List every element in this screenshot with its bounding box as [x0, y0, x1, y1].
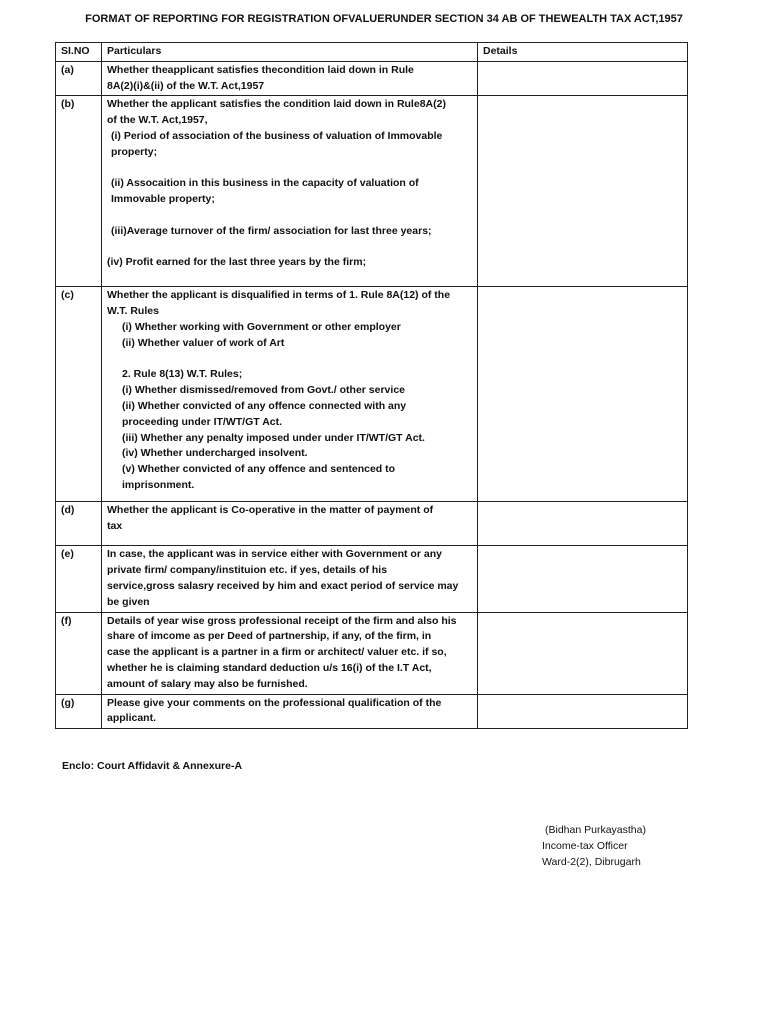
- row-particulars: [102, 287, 478, 502]
- row-sno: (d): [56, 502, 102, 546]
- particulars-line: private firm/ company/instituion etc. if yes, details of his: [107, 564, 388, 577]
- particulars-line: In case, the applicant was in service either with Government or any: [107, 548, 442, 561]
- table-row: [56, 546, 688, 612]
- particulars-line: W.T. Rules: [107, 305, 159, 318]
- particulars-line: (iii) Whether any penalty imposed under under IT/WT/GT Act.: [122, 431, 425, 444]
- row-details: [478, 96, 688, 287]
- particulars-line: amount of salary may also be furnished.: [107, 677, 308, 690]
- particulars-line: proceeding under IT/WT/GT Act.: [122, 415, 283, 428]
- header-sno: SI.NO: [56, 43, 102, 62]
- row-sno: (b): [56, 96, 102, 287]
- row-particulars: [102, 96, 478, 287]
- particulars-line: whether he is claiming standard deduction u/s 16(i) of the I.T Act,: [107, 661, 432, 674]
- row-particulars: [102, 61, 478, 96]
- table-row: [56, 612, 688, 694]
- particulars-line: Whether theapplicant satisfies thecondition laid down in Rule: [107, 63, 414, 76]
- row-details: [478, 502, 688, 546]
- row-details: [478, 61, 688, 96]
- row-sno: (e): [56, 546, 102, 612]
- signature-block: [542, 822, 646, 870]
- particulars-line: of the W.T. Act,1957,: [107, 114, 208, 127]
- particulars-line: share of imcome as per Deed of partnership, if any, of the firm, in: [107, 630, 432, 643]
- signatory-office: Ward-2(2), Dibrugarh: [542, 856, 641, 868]
- table-row: [56, 694, 688, 729]
- row-particulars: [102, 546, 478, 612]
- particulars-line: property;: [111, 145, 158, 158]
- row-details: [478, 287, 688, 502]
- particulars-line: (ii) Assocaition in this business in the capacity of valuation of: [111, 177, 419, 190]
- page-title: FORMAT OF REPORTING FOR REGISTRATION OFVALUERUNDER SECTION 34 AB OF THEWEALTH TAX ACT,1957: [85, 13, 683, 25]
- reporting-format-table: [55, 42, 688, 729]
- particulars-line: (ii) Whether valuer of work of Art: [122, 336, 285, 349]
- particulars-line: Immovable property;: [111, 193, 215, 206]
- particulars-line: 8A(2)(i)&(ii) of the W.T. Act,1957: [107, 79, 265, 92]
- particulars-line: be given: [107, 595, 150, 608]
- particulars-line: Whether the applicant is disqualified in terms of 1. Rule 8A(12) of the: [107, 289, 451, 302]
- particulars-line: (i) Whether dismissed/removed from Govt./ other service: [122, 384, 405, 397]
- particulars-line: case the applicant is a partner in a firm or architect/ valuer etc. if so,: [107, 646, 447, 659]
- particulars-line: (iii)Average turnover of the firm/ association for last three years;: [111, 224, 432, 237]
- particulars-line: 2. Rule 8(13) W.T. Rules;: [122, 368, 243, 381]
- signatory-name: (Bidhan Purkayastha): [545, 824, 646, 836]
- table-header-row: [56, 43, 688, 62]
- particulars-line: tax: [107, 520, 123, 533]
- signatory-designation: Income-tax Officer: [542, 840, 628, 852]
- particulars-line: (i) Period of association of the business of valuation of Immovable: [111, 129, 443, 142]
- row-particulars: [102, 612, 478, 694]
- particulars-line: applicant.: [107, 712, 157, 725]
- particulars-line: Please give your comments on the professional qualification of the: [107, 696, 442, 709]
- particulars-line: (iv) Whether undercharged insolvent.: [122, 447, 308, 460]
- row-details: [478, 546, 688, 612]
- particulars-line: (v) Whether convicted of any offence and sentenced to: [122, 463, 396, 476]
- table-row: [56, 61, 688, 96]
- row-sno: (a): [56, 61, 102, 96]
- row-particulars: [102, 502, 478, 546]
- row-particulars: [102, 694, 478, 729]
- particulars-line: (iv) Profit earned for the last three years by the firm;: [107, 256, 367, 269]
- row-sno: (f): [56, 612, 102, 694]
- particulars-line: service,gross salasry received by him and exact period of service may: [107, 579, 459, 592]
- table-row: [56, 502, 688, 546]
- particulars-line: (i) Whether working with Government or other employer: [122, 320, 401, 333]
- row-sno: (g): [56, 694, 102, 729]
- enclosure-note: Enclo: Court Affidavit & Annexure-A: [62, 760, 243, 772]
- particulars-line: Details of year wise gross professional receipt of the firm and also his: [107, 614, 457, 627]
- header-details: Details: [478, 43, 688, 62]
- header-particulars: Particulars: [102, 43, 478, 62]
- row-details: [478, 694, 688, 729]
- row-sno: (c): [56, 287, 102, 502]
- row-details: [478, 612, 688, 694]
- particulars-line: Whether the applicant satisfies the condition laid down in Rule8A(2): [107, 98, 446, 111]
- table-row: [56, 96, 688, 287]
- table-row: [56, 287, 688, 502]
- particulars-line: imprisonment.: [122, 478, 195, 491]
- particulars-line: Whether the applicant is Co-operative in the matter of payment of: [107, 504, 434, 517]
- particulars-line: (ii) Whether convicted of any offence connected with any: [122, 399, 407, 412]
